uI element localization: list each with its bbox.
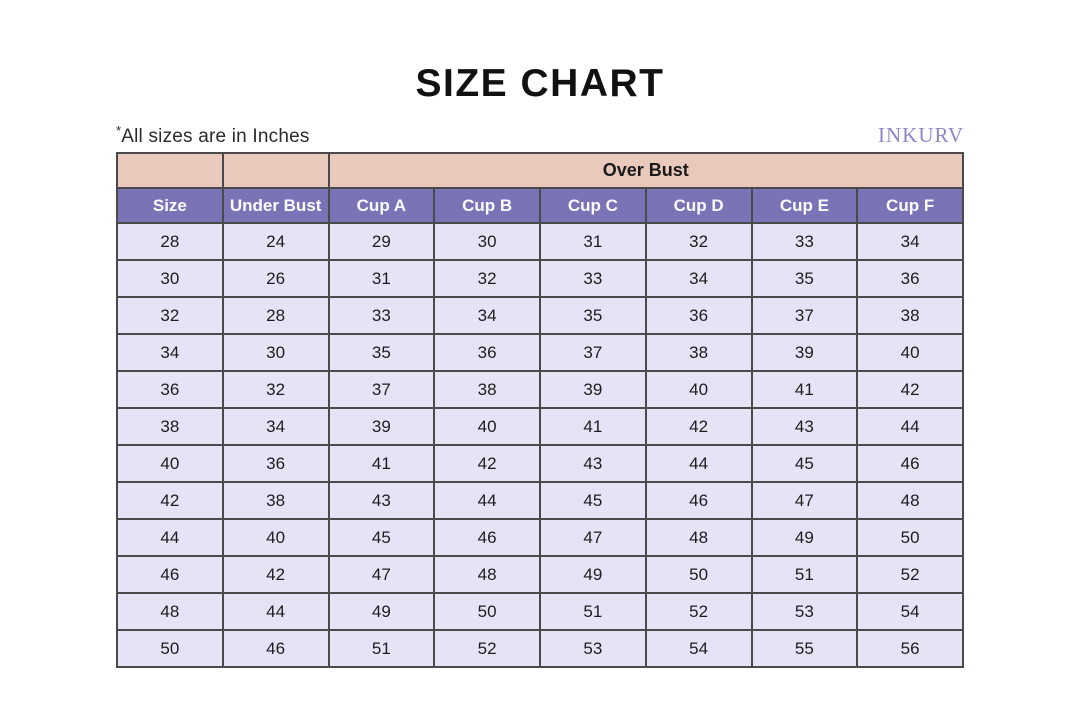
table-cell: 34 (117, 334, 223, 371)
table-cell: 36 (857, 260, 963, 297)
table-cell: 48 (117, 593, 223, 630)
table-row (117, 260, 963, 297)
table-cell: 31 (540, 223, 646, 260)
table-cell: 44 (646, 445, 752, 482)
table-cell: 37 (329, 371, 435, 408)
table-body (117, 223, 963, 667)
table-cell: 54 (857, 593, 963, 630)
table-cell: 38 (434, 371, 540, 408)
table-row (117, 223, 963, 260)
table-row (117, 334, 963, 371)
table-cell: 47 (329, 556, 435, 593)
table-cell: 32 (223, 371, 329, 408)
table-cell: 53 (540, 630, 646, 667)
table-cell: 30 (223, 334, 329, 371)
table-cell: 33 (329, 297, 435, 334)
table-cell: 39 (540, 371, 646, 408)
table-cell: 42 (117, 482, 223, 519)
table-cell: 43 (752, 408, 858, 445)
table-cell: 40 (223, 519, 329, 556)
table-cell: 51 (752, 556, 858, 593)
table-cell: 49 (329, 593, 435, 630)
table-row (117, 371, 963, 408)
table-cell: 52 (646, 593, 752, 630)
table-cell: 46 (434, 519, 540, 556)
table-row (117, 408, 963, 445)
table-row (117, 482, 963, 519)
column-header-cup-f: Cup F (857, 188, 963, 223)
table-cell: 42 (646, 408, 752, 445)
table-row (117, 593, 963, 630)
table-cell: 44 (434, 482, 540, 519)
size-chart-table (116, 152, 964, 668)
table-cell: 38 (646, 334, 752, 371)
table-cell: 48 (857, 482, 963, 519)
size-header-spacer (117, 153, 223, 188)
table-row (117, 630, 963, 667)
table-cell: 30 (117, 260, 223, 297)
under-bust-header-spacer (223, 153, 329, 188)
table-cell: 37 (540, 334, 646, 371)
table-row (117, 297, 963, 334)
table-cell: 45 (752, 445, 858, 482)
table-cell: 46 (117, 556, 223, 593)
table-cell: 43 (540, 445, 646, 482)
table-cell: 49 (540, 556, 646, 593)
over-bust-header-row (117, 153, 963, 188)
table-cell: 39 (329, 408, 435, 445)
table-cell: 35 (329, 334, 435, 371)
table-cell: 46 (857, 445, 963, 482)
note-text: All sizes are in Inches (121, 126, 310, 147)
column-header-cup-d: Cup D (646, 188, 752, 223)
table-cell: 41 (752, 371, 858, 408)
table-cell: 33 (752, 223, 858, 260)
table-cell: 45 (329, 519, 435, 556)
column-header-under-bust: Under Bust (223, 188, 329, 223)
table-cell: 47 (752, 482, 858, 519)
table-cell: 38 (857, 297, 963, 334)
table-cell: 36 (223, 445, 329, 482)
table-cell: 42 (857, 371, 963, 408)
table-cell: 40 (434, 408, 540, 445)
table-cell: 49 (752, 519, 858, 556)
table-cell: 42 (434, 445, 540, 482)
table-row (117, 556, 963, 593)
table-row (117, 519, 963, 556)
table-cell: 48 (646, 519, 752, 556)
table-cell: 37 (752, 297, 858, 334)
table-cell: 44 (223, 593, 329, 630)
table-cell: 51 (329, 630, 435, 667)
column-header-size: Size (117, 188, 223, 223)
table-cell: 40 (857, 334, 963, 371)
table-cell: 28 (223, 297, 329, 334)
table-cell: 52 (434, 630, 540, 667)
table-cell: 29 (329, 223, 435, 260)
table-cell: 55 (752, 630, 858, 667)
table-cell: 30 (434, 223, 540, 260)
table-cell: 54 (646, 630, 752, 667)
table-cell: 52 (857, 556, 963, 593)
table-cell: 46 (223, 630, 329, 667)
table-cell: 38 (117, 408, 223, 445)
table-cell: 33 (540, 260, 646, 297)
table-cell: 36 (117, 371, 223, 408)
subheader-row (116, 123, 964, 148)
table-cell: 53 (752, 593, 858, 630)
table-cell: 41 (540, 408, 646, 445)
table-cell: 50 (434, 593, 540, 630)
table-cell: 47 (540, 519, 646, 556)
table-cell: 40 (117, 445, 223, 482)
table-cell: 32 (434, 260, 540, 297)
over-bust-header: Over Bust (329, 153, 964, 188)
table-head (117, 153, 963, 223)
table-cell: 42 (223, 556, 329, 593)
column-header-cup-c: Cup C (540, 188, 646, 223)
table-cell: 51 (540, 593, 646, 630)
table-cell: 35 (752, 260, 858, 297)
units-note (116, 123, 310, 148)
table-cell: 50 (117, 630, 223, 667)
table-cell: 34 (434, 297, 540, 334)
table-cell: 38 (223, 482, 329, 519)
table-cell: 44 (857, 408, 963, 445)
table-cell: 36 (434, 334, 540, 371)
table-cell: 44 (117, 519, 223, 556)
table-cell: 56 (857, 630, 963, 667)
table-cell: 32 (646, 223, 752, 260)
table-cell: 50 (857, 519, 963, 556)
table-cell: 40 (646, 371, 752, 408)
brand-logo: INKURV (878, 123, 964, 147)
table-cell: 34 (646, 260, 752, 297)
table-cell: 46 (646, 482, 752, 519)
page-title: SIZE CHART (415, 62, 665, 105)
table-cell: 26 (223, 260, 329, 297)
column-header-cup-b: Cup B (434, 188, 540, 223)
note-asterisk: * (116, 123, 122, 138)
table-cell: 41 (329, 445, 435, 482)
table-cell: 43 (329, 482, 435, 519)
column-header-row (117, 188, 963, 223)
table-cell: 39 (752, 334, 858, 371)
table-cell: 34 (223, 408, 329, 445)
table-cell: 34 (857, 223, 963, 260)
table-cell: 31 (329, 260, 435, 297)
column-header-cup-a: Cup A (329, 188, 435, 223)
table-cell: 35 (540, 297, 646, 334)
table-row (117, 445, 963, 482)
table-cell: 24 (223, 223, 329, 260)
column-header-cup-e: Cup E (752, 188, 858, 223)
table-cell: 28 (117, 223, 223, 260)
table-cell: 50 (646, 556, 752, 593)
table-cell: 32 (117, 297, 223, 334)
table-cell: 45 (540, 482, 646, 519)
table-cell: 48 (434, 556, 540, 593)
table-cell: 36 (646, 297, 752, 334)
